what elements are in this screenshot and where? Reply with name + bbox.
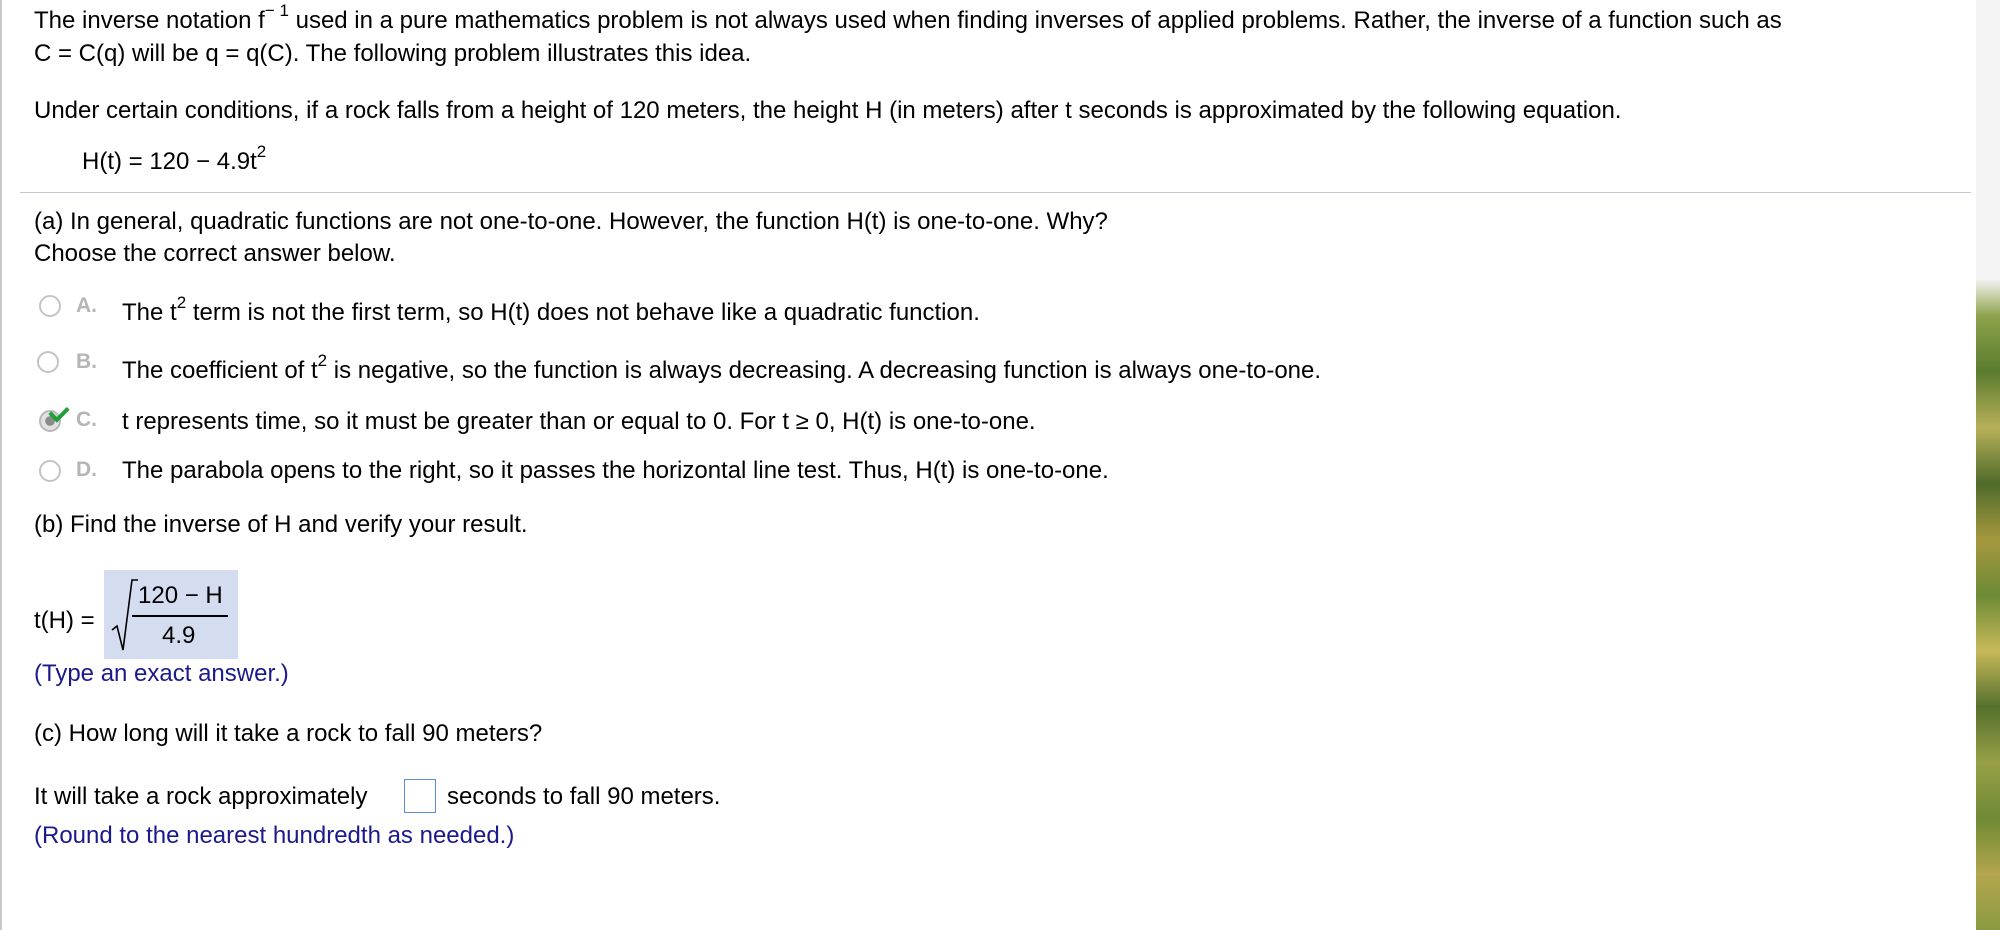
height-equation: $H(t) = 120 - 4.9t^2$ bbox=[82, 142, 267, 175]
option-a-letter: A. bbox=[76, 294, 97, 317]
option-d-radio-icon[interactable] bbox=[39, 460, 61, 482]
inverse-denominator: 4.9 bbox=[162, 622, 196, 649]
part-a-instruction: Choose the correct answer below. bbox=[34, 240, 396, 267]
option-a-text[interactable]: The $t^2$ term is not the first term, so H(t) does not behave like a quadratic function. bbox=[122, 293, 980, 326]
part-b-question: (b) Find the inverse of H and verify your result. bbox=[34, 511, 528, 538]
inverse-numerator: 120 − H bbox=[138, 582, 223, 609]
option-c-letter: C. bbox=[76, 408, 97, 431]
part-c-hint: (Round to the nearest hundredth as needed.) bbox=[34, 822, 515, 849]
part-c-sentence-start: It will take a rock approximately bbox=[34, 783, 368, 810]
option-d-letter: D. bbox=[76, 458, 97, 481]
part-c-question: (c) How long will it take a rock to fall 90 meters? bbox=[34, 720, 543, 747]
part-b-hint: (Type an exact answer.) bbox=[34, 660, 289, 687]
fall-time-input[interactable] bbox=[404, 779, 436, 813]
background-window-edge bbox=[1976, 0, 2000, 930]
option-b-text[interactable]: The coefficient of $t^2$ is negative, so the function is always decreasing. A decreasing function is always one-to-one. bbox=[122, 351, 1322, 384]
intro-line-1: The inverse notation $f^{- 1}$ used in a pure mathematics problem is not always used when finding inverses of applied problems. Rather, the inverse of a function such as bbox=[34, 1, 1782, 34]
part-c-sentence-end: seconds to fall 90 meters. bbox=[447, 783, 721, 810]
option-b-radio-icon[interactable] bbox=[37, 351, 59, 373]
option-a-radio-icon[interactable] bbox=[39, 295, 61, 317]
option-c-text[interactable]: t represents time, so it must be greater than or equal to 0. For t ≥ 0, H(t) is one-to-one. bbox=[122, 408, 1036, 435]
section-divider bbox=[20, 192, 1971, 193]
option-d-text[interactable]: The parabola opens to the right, so it passes the horizontal line test. Thus, H(t) is one-to-one. bbox=[122, 457, 1109, 484]
option-b-letter: B. bbox=[76, 350, 97, 373]
problem-setup: Under certain conditions, if a rock falls from a height of 120 meters, the height H (in meters) after t seconds is approximated by the following equation. bbox=[34, 97, 1622, 124]
inverse-lhs: t(H) = bbox=[34, 607, 95, 634]
part-a-question: (a) In general, quadratic functions are not one-to-one. However, the function H(t) is one-to-one. Why? bbox=[34, 208, 1108, 235]
fraction-bar bbox=[132, 615, 228, 617]
intro-line-2: C = C(q) will be q = q(C). The following problem illustrates this idea. bbox=[34, 40, 752, 67]
left-border bbox=[0, 0, 2, 930]
